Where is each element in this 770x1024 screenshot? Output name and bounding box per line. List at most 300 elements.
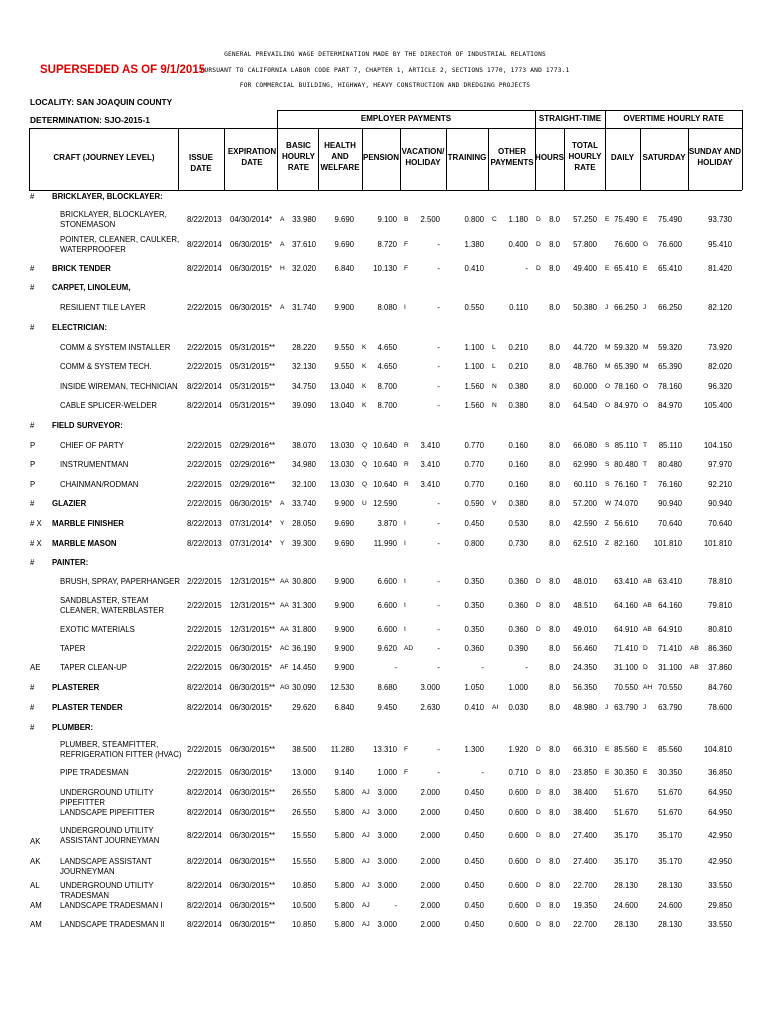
cell-train: 1.300 [464, 745, 484, 754]
cell-vac: - [437, 240, 440, 249]
cell-health: 9.550 [334, 343, 354, 352]
row-mark: # [30, 421, 35, 430]
row-mark: # [30, 723, 35, 732]
cell-issue: 2/22/2015 [187, 441, 222, 450]
cell-health: 9.550 [334, 362, 354, 371]
cell-sun: 86.360 [708, 644, 732, 653]
craft-name: PLUMBER: [52, 723, 94, 732]
cell-sc: AB [643, 602, 652, 609]
cell-hc2: AJ [362, 832, 370, 839]
cell-health: 9.900 [334, 601, 354, 610]
cell-total: 27.400 [573, 831, 597, 840]
cell-train: 1.100 [464, 362, 484, 371]
cell-vc: B [404, 216, 409, 223]
cell-dc: O [605, 383, 611, 390]
cell-bc: Y [280, 540, 285, 547]
cell-sc: M [643, 363, 649, 370]
cell-hc2: AJ [362, 789, 370, 796]
cell-hours: 8.0 [549, 768, 560, 777]
table-row [0, 480, 770, 492]
cell-vac: - [437, 499, 440, 508]
cell-basic: 10.850 [292, 881, 316, 890]
cell-hours: 8.0 [549, 831, 560, 840]
cell-hc2: AJ [362, 921, 370, 928]
cell-sc: T [643, 461, 648, 468]
col-saturday: SATURDAY [642, 153, 686, 162]
cell-hc: D [536, 921, 541, 928]
cell-total: 57.800 [573, 240, 597, 249]
cell-pension: - [394, 663, 397, 672]
category-row [0, 283, 770, 295]
cell-dc: M [605, 363, 611, 370]
cell-total: 24.350 [573, 663, 597, 672]
cell-train: - [481, 768, 484, 777]
table-row [0, 235, 770, 254]
cell-daily: 65.390 [614, 362, 638, 371]
cell-exp: 04/30/2014* [230, 215, 273, 224]
cell-sat: 51.670 [658, 808, 682, 817]
cell-total: 56.350 [573, 683, 597, 692]
cell-exp: 06/30/2015** [230, 857, 276, 866]
table-row [0, 382, 770, 394]
cell-health: 13.030 [330, 460, 354, 469]
cell-pension: 6.600 [377, 577, 397, 586]
cell-train: 0.800 [464, 215, 484, 224]
cell-basic: 26.550 [292, 808, 316, 817]
cell-issue: 8/22/2014 [187, 703, 222, 712]
cell-hours: 8.0 [549, 808, 560, 817]
cell-sat: 65.390 [658, 362, 682, 371]
cell-hours: 8.0 [549, 362, 560, 371]
cell-sun: 70.640 [708, 519, 732, 528]
overtime-group: OVERTIME HOURLY RATE [623, 114, 724, 123]
table-row [0, 857, 770, 876]
header-line-3: FOR COMMERCIAL BUILDING, HIGHWAY, HEAVY CONSTRUCTION AND DREDGING PROJECTS [239, 82, 531, 89]
craft-name: PLASTERER [52, 683, 100, 692]
col-training: TRAINING [447, 153, 487, 162]
cell-basic: 39.090 [292, 401, 316, 410]
cell-exp: 06/30/2015** [230, 920, 276, 929]
cell-vac: - [437, 644, 440, 653]
cell-issue: 2/22/2015 [187, 480, 222, 489]
cell-total: 38.400 [573, 788, 597, 797]
row-mark: P [30, 441, 36, 450]
cell-sat: 24.600 [658, 901, 682, 910]
cell-health: 9.690 [334, 215, 354, 224]
category-row [0, 192, 770, 204]
table-row [0, 920, 770, 932]
cell-other: 0.710 [508, 768, 528, 777]
col-issue-date: ISSUE DATE [188, 153, 213, 173]
cell-sun: 78.810 [708, 577, 732, 586]
craft-name: CHIEF OF PARTY [60, 441, 124, 450]
cell-health: 12.530 [330, 683, 354, 692]
cell-basic: 36.190 [292, 644, 316, 653]
cell-issue: 8/22/2014 [187, 240, 222, 249]
cell-hours: 8.0 [549, 401, 560, 410]
cell-total: 57.250 [573, 215, 597, 224]
cell-sc: T [643, 442, 648, 449]
cell-train: 1.380 [464, 240, 484, 249]
cell-vac: 2.630 [420, 703, 440, 712]
cell-sat: 76.600 [658, 240, 682, 249]
cell-hours: 8.0 [549, 539, 560, 548]
cell-hours: 8.0 [549, 683, 560, 692]
cell-daily: 85.560 [614, 745, 638, 754]
cell-dc: M [605, 344, 611, 351]
cell-other: 0.600 [508, 788, 528, 797]
cell-sun: 96.320 [708, 382, 732, 391]
cell-train: 0.450 [464, 881, 484, 890]
cell-train: 0.550 [464, 303, 484, 312]
cell-pension: 8.720 [377, 240, 397, 249]
cell-bc: A [280, 216, 285, 223]
cell-daily: 51.670 [614, 808, 638, 817]
craft-name: LANDSCAPE TRADESMAN II [60, 920, 165, 929]
cell-basic: 33.740 [292, 499, 316, 508]
cell-health: 9.690 [334, 519, 354, 528]
cell-daily: 85.110 [614, 441, 638, 450]
cell-basic: 34.980 [292, 460, 316, 469]
cell-vc: F [404, 746, 409, 753]
row-mark: AK [30, 857, 41, 866]
table-row [0, 499, 770, 511]
craft-name: UNDERGROUND UTILITY PIPEFITTER [60, 788, 154, 807]
craft-name: UNDERGROUND UTILITY TRADESMAN [60, 881, 154, 900]
cell-hc2: AJ [362, 858, 370, 865]
cell-total: 22.700 [573, 920, 597, 929]
craft-name: BRICKLAYER, BLOCKLAYER: [52, 192, 163, 201]
cell-health: 9.900 [334, 303, 354, 312]
cell-other: 0.600 [508, 857, 528, 866]
cell-pension: 3.000 [377, 857, 397, 866]
header-line-2: PURSUANT TO CALIFORNIA LABOR CODE PART 7, CHAPTER 1, ARTICLE 2, SECTIONS 1770, 1773 AND 1773.1 [200, 67, 570, 74]
col-health-welfare: HEALTH AND WELFARE [320, 141, 360, 172]
cell-issue: 8/22/2014 [187, 857, 222, 866]
cell-hc: D [536, 265, 541, 272]
cell-sc: AB [643, 626, 652, 633]
cell-other: 1.000 [508, 683, 528, 692]
cell-exp: 06/30/2015* [230, 240, 273, 249]
cell-vac: 2.500 [420, 215, 440, 224]
cell-health: 9.900 [334, 499, 354, 508]
table-row [0, 644, 770, 656]
cell-vac: - [437, 382, 440, 391]
table-row [0, 596, 770, 615]
cell-issue: 2/22/2015 [187, 768, 222, 777]
cell-vac: 3.000 [420, 683, 440, 692]
cell-other: 0.110 [509, 303, 528, 312]
cell-sun: 93.730 [708, 215, 732, 224]
cell-exp: 12/31/2015** [230, 625, 276, 634]
row-mark: AL [30, 881, 40, 890]
cell-sat: 101.810 [653, 539, 682, 548]
cell-daily: 71.410 [614, 644, 638, 653]
cell-vac: - [437, 768, 440, 777]
cell-sun: 73.920 [708, 343, 732, 352]
cell-other: 0.360 [508, 625, 528, 634]
cell-total: 66.310 [573, 745, 597, 754]
cell-vac: 2.000 [420, 831, 440, 840]
cell-daily: 80.480 [614, 460, 638, 469]
col-total-rate: TOTAL HOURLY RATE [568, 141, 602, 172]
cell-train: 0.770 [464, 460, 484, 469]
cell-other: 1.920 [508, 745, 528, 754]
cell-issue: 8/22/2013 [187, 215, 222, 224]
cell-daily: 59.320 [614, 343, 638, 352]
cell-pension: 3.000 [377, 808, 397, 817]
cell-dc: W [605, 500, 612, 507]
craft-name: PAINTER: [52, 558, 89, 567]
cell-hc: D [536, 216, 541, 223]
cell-pension: 12.590 [373, 499, 397, 508]
cell-vac: - [437, 601, 440, 610]
cell-hc: D [536, 602, 541, 609]
cell-pension: 8.700 [377, 401, 397, 410]
table-row [0, 663, 770, 675]
cell-sc: D [643, 664, 648, 671]
cell-health: 13.030 [330, 480, 354, 489]
col-hours: HOURS [535, 153, 564, 162]
cell-health: 9.900 [334, 644, 354, 653]
cell-other: 0.600 [508, 901, 528, 910]
cell-health: 13.040 [330, 382, 354, 391]
cell-health: 6.840 [334, 264, 354, 273]
cell-other: 0.210 [508, 362, 528, 371]
cell-daily: 35.170 [614, 857, 638, 866]
cell-total: 57.200 [573, 499, 597, 508]
cell-hc: D [536, 241, 541, 248]
col-other-payments: OTHER PAYMENTS [490, 147, 534, 167]
cell-hours: 8.0 [549, 881, 560, 890]
cell-exp: 06/30/2015** [230, 683, 276, 692]
cell-hours: 8.0 [549, 240, 560, 249]
table-row [0, 683, 770, 695]
cell-sun: 82.020 [708, 362, 732, 371]
cell-bc: AA [280, 602, 289, 609]
cell-sat: 75.490 [658, 215, 682, 224]
cell-train: 1.100 [464, 343, 484, 352]
cell-oc: V [492, 500, 497, 507]
cell-sc: M [643, 344, 649, 351]
cell-dc: E [605, 265, 610, 272]
cell-sat: 30.350 [658, 768, 682, 777]
craft-name: PLUMBER, STEAMFITTER, REFRIGERATION FITTER (HVAC) [60, 740, 182, 759]
cell-hours: 8.0 [549, 857, 560, 866]
cell-health: 9.140 [334, 768, 354, 777]
cell-dc: S [605, 461, 610, 468]
row-mark: # [30, 264, 35, 273]
craft-name: PLASTER TENDER [52, 703, 123, 712]
cell-hours: 8.0 [549, 788, 560, 797]
cell-issue: 2/22/2015 [187, 644, 222, 653]
cell-health: 6.840 [334, 703, 354, 712]
cell-sat: 28.130 [658, 881, 682, 890]
craft-name: CABLE SPLICER-WELDER [60, 401, 158, 410]
cell-basic: 10.850 [292, 920, 316, 929]
cell-oc: C [492, 216, 497, 223]
cell-total: 48.980 [573, 703, 597, 712]
table-row [0, 808, 770, 820]
cell-issue: 8/22/2014 [187, 881, 222, 890]
cell-oc: N [492, 402, 497, 409]
cell-total: 64.540 [573, 401, 597, 410]
cell-pension: 3.870 [377, 519, 397, 528]
cell-daily: 64.160 [614, 601, 638, 610]
cell-daily: 31.100 [614, 663, 638, 672]
table-row [0, 401, 770, 413]
cell-pension: 10.130 [373, 264, 397, 273]
cell-vac: - [437, 625, 440, 634]
table-row [0, 826, 770, 846]
cell-vac: 2.000 [420, 881, 440, 890]
cell-other: 0.730 [508, 539, 528, 548]
cell-exp: 12/31/2015** [230, 577, 276, 586]
cell-vc: I [404, 602, 406, 609]
table-row [0, 788, 770, 807]
cell-issue: 2/22/2015 [187, 303, 222, 312]
craft-name: ELECTRICIAN: [52, 323, 108, 332]
cell-basic: 28.220 [292, 343, 316, 352]
cell-sun: 79.810 [708, 601, 732, 610]
cell-dc: Z [605, 520, 610, 527]
craft-name: POINTER, CLEANER, CAULKER, WATERPROOFER [60, 235, 180, 254]
cell-sat: 78.160 [658, 382, 682, 391]
cell-train: 0.450 [464, 788, 484, 797]
cell-pc: K [362, 344, 367, 351]
cell-vc: I [404, 540, 406, 547]
cell-hours: 8.0 [549, 577, 560, 586]
cell-other: 0.380 [508, 401, 528, 410]
cell-hc: D [536, 746, 541, 753]
cell-oc: AI [492, 704, 499, 711]
cell-train: 0.410 [464, 264, 484, 273]
cell-daily: 56.610 [614, 519, 638, 528]
cell-other: - [525, 663, 528, 672]
cell-other: 0.210 [508, 343, 528, 352]
table-row [0, 343, 770, 355]
cell-hc: D [536, 832, 541, 839]
cell-other: 0.160 [508, 480, 528, 489]
cell-hc2: AJ [362, 882, 370, 889]
cell-vac: - [437, 343, 440, 352]
col-craft: CRAFT (JOURNEY LEVEL) [53, 153, 155, 162]
cell-hours: 8.0 [549, 745, 560, 754]
cell-health: 11.280 [330, 745, 354, 754]
employer-payments-group: EMPLOYER PAYMENTS [360, 114, 452, 123]
cell-sat: 31.100 [658, 663, 682, 672]
cell-oc: L [492, 363, 496, 370]
cell-vac: - [437, 401, 440, 410]
cell-train: 0.450 [464, 831, 484, 840]
cell-sun: 92.210 [708, 480, 732, 489]
cell-sat: 76.160 [658, 480, 682, 489]
cell-issue: 8/22/2014 [187, 920, 222, 929]
cell-vac: 2.000 [420, 788, 440, 797]
cell-pension: 1.000 [377, 768, 397, 777]
table-row [0, 460, 770, 472]
cell-train: 0.770 [464, 441, 484, 450]
cell-pension: 9.100 [377, 215, 397, 224]
cell-vac: - [437, 303, 440, 312]
cell-basic: 32.020 [292, 264, 316, 273]
cell-vc: F [404, 265, 409, 272]
cell-sun: 90.940 [708, 499, 732, 508]
cell-hc: D [536, 902, 541, 909]
cell-dc: Z [605, 540, 610, 547]
cell-daily: 63.790 [614, 703, 638, 712]
cell-hours: 8.0 [549, 264, 560, 273]
cell-exp: 06/30/2015** [230, 745, 276, 754]
cell-train: 0.350 [464, 601, 484, 610]
cell-sat: 84.970 [658, 401, 682, 410]
cell-other: 0.030 [508, 703, 528, 712]
cell-oc: N [492, 383, 497, 390]
cell-pension: 11.990 [373, 539, 397, 548]
cell-sc: E [643, 265, 648, 272]
craft-name: BRUSH, SPRAY, PAPERHANGER [60, 577, 181, 586]
cell-hc2: U [362, 500, 367, 507]
cell-basic: 31.300 [292, 601, 316, 610]
cell-vac: 3.410 [420, 480, 440, 489]
cell-basic: 34.750 [292, 382, 316, 391]
cell-hours: 8.0 [549, 215, 560, 224]
cell-hc2: Q [362, 481, 368, 488]
cell-exp: 05/31/2015** [230, 382, 276, 391]
craft-name: BRICKLAYER, BLOCKLAYER, STONEMASON [60, 210, 167, 229]
cell-exp: 06/30/2015* [230, 264, 273, 273]
cell-sun: 64.950 [708, 808, 732, 817]
cell-sc: J [643, 304, 647, 311]
cell-pension: 8.700 [377, 382, 397, 391]
col-expiration-date: EXPIRATION DATE [227, 147, 277, 167]
cell-hours: 8.0 [549, 519, 560, 528]
cell-pension: 3.000 [377, 788, 397, 797]
cell-sat: 66.250 [658, 303, 682, 312]
cell-train: 0.450 [464, 808, 484, 817]
cell-basic: 37.610 [292, 240, 316, 249]
cell-total: 27.400 [573, 857, 597, 866]
cell-other: 0.390 [508, 644, 528, 653]
cell-hc: D [536, 578, 541, 585]
cell-hours: 8.0 [549, 601, 560, 610]
craft-name: INSTRUMENTMAN [60, 460, 129, 469]
cell-vc: F [404, 769, 409, 776]
cell-train: 1.050 [464, 683, 484, 692]
cell-total: 48.760 [573, 362, 597, 371]
cell-sc: D [643, 645, 648, 652]
table-row [0, 768, 770, 780]
cell-basic: 26.550 [292, 788, 316, 797]
cell-daily: 30.350 [614, 768, 638, 777]
cell-train: 0.450 [464, 857, 484, 866]
cell-basic: 39.300 [292, 539, 316, 548]
cell-other: - [525, 264, 528, 273]
cell-daily: 66.250 [614, 303, 638, 312]
craft-name: TAPER CLEAN-UP [60, 663, 128, 672]
cell-sat: 63.790 [658, 703, 682, 712]
cell-health: 9.900 [334, 625, 354, 634]
cell-other: 0.530 [508, 519, 528, 528]
cell-sc: E [643, 769, 648, 776]
cell-other: 0.600 [508, 808, 528, 817]
table-row [0, 881, 770, 900]
craft-name: INSIDE WIREMAN, TECHNICIAN [60, 382, 178, 391]
cell-total: 49.400 [573, 264, 597, 273]
cell-exp: 05/31/2015** [230, 362, 276, 371]
cell-hc2: AJ [362, 809, 370, 816]
craft-name: LANDSCAPE ASSISTANT JOURNEYMAN [60, 857, 152, 876]
